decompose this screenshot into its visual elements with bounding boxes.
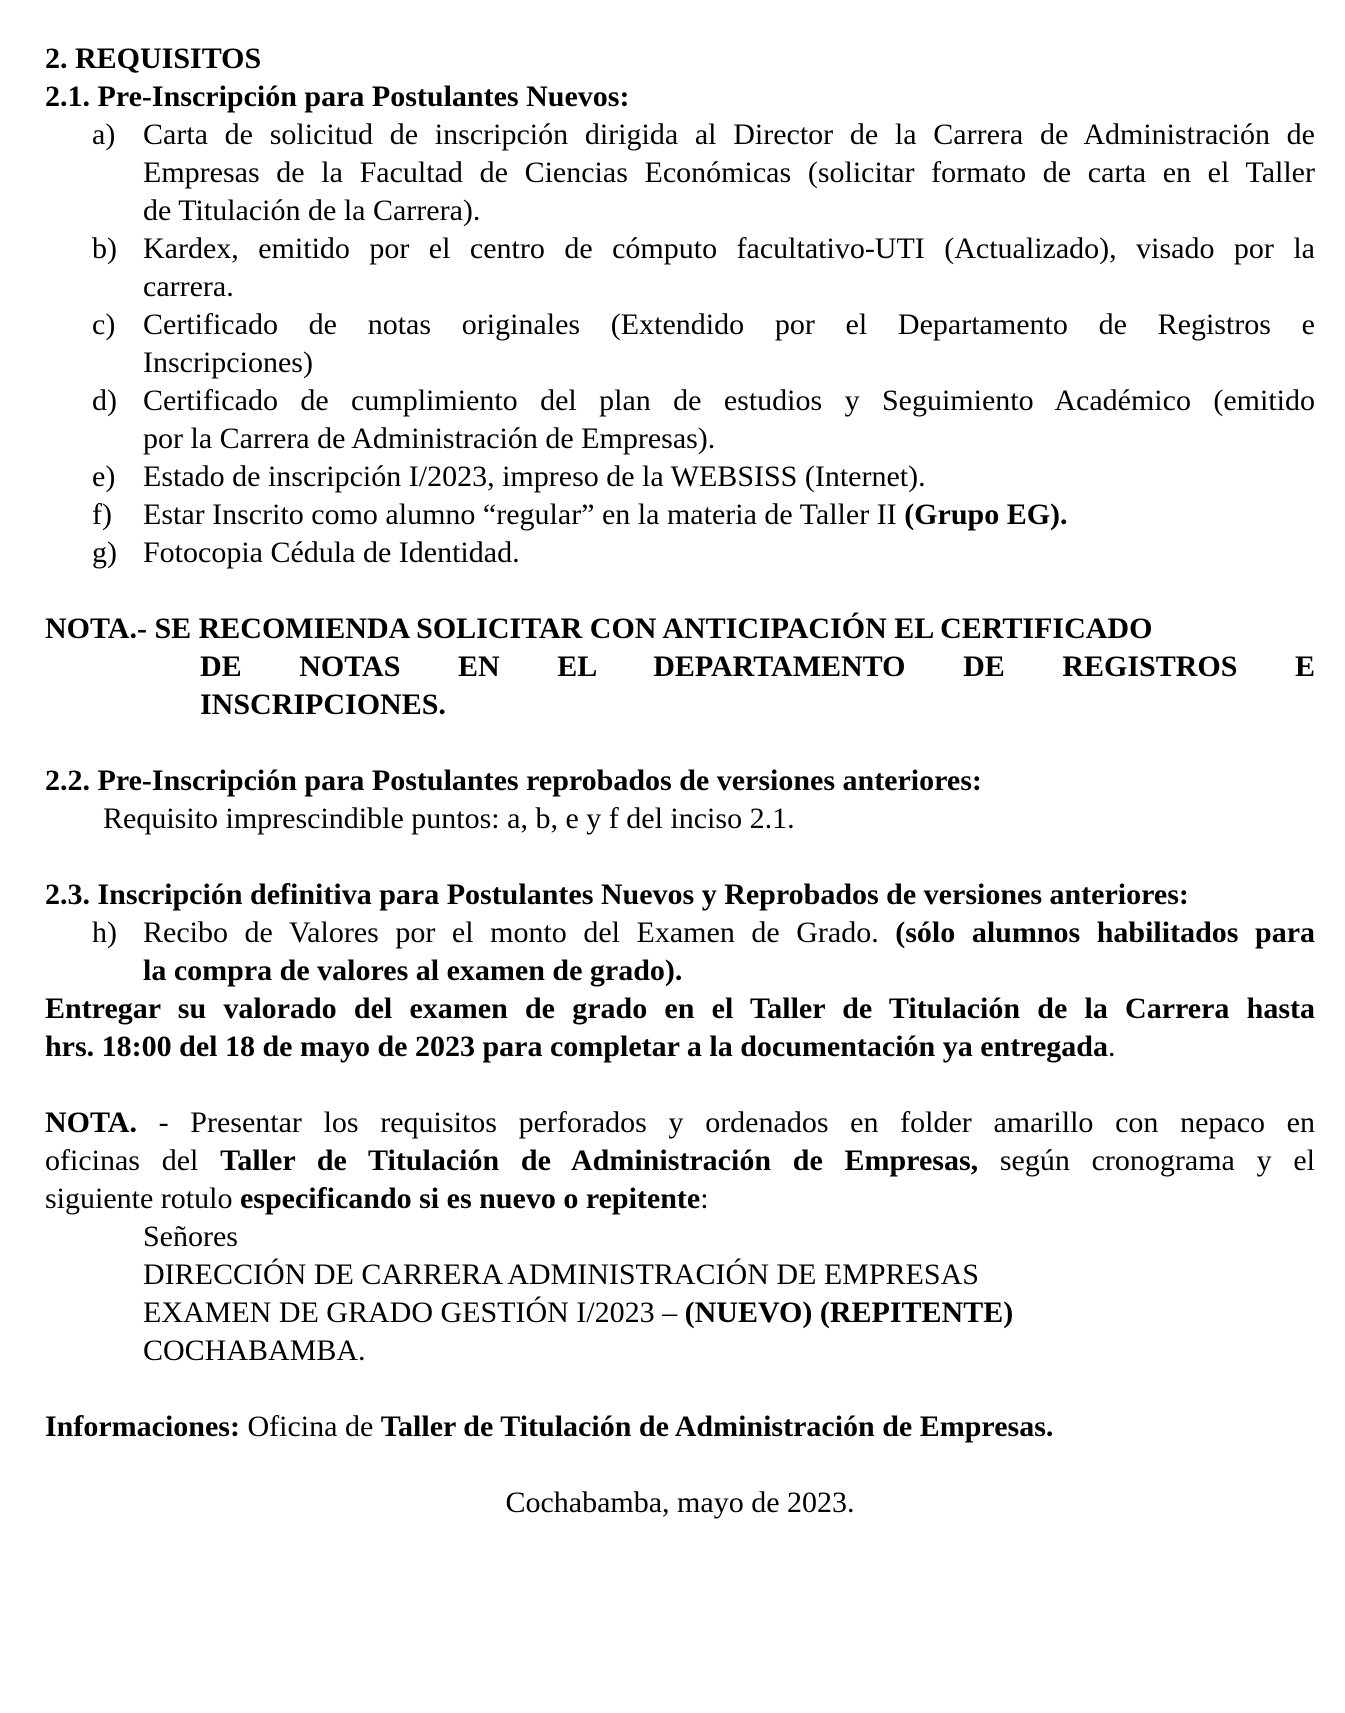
- item-line: Empresas de la Facultad de Ciencias Económicas (solicitar formato de carta en el Taller: [143, 156, 1315, 189]
- closing-date: Cochabamba, mayo de 2023.: [505, 1486, 855, 1519]
- item-label: b): [92, 232, 117, 265]
- spacer: [45, 572, 1315, 610]
- item-label: e): [92, 460, 116, 493]
- item-line: la compra de valores al examen de grado).: [143, 954, 683, 987]
- item-line: de Titulación de la Carrera).: [143, 194, 481, 227]
- item-line: por la Carrera de Administración de Empresas).: [143, 422, 716, 455]
- document-page: [45, 40, 1315, 1522]
- item-line: Fotocopia Cédula de Identidad.: [143, 536, 520, 569]
- list-item-f: [45, 496, 1315, 534]
- item-text-bold: (Grupo EG).: [904, 498, 1068, 531]
- nota-2-label: NOTA.: [45, 1106, 137, 1139]
- heading-2-1: 2.1. Pre-Inscripción para Postulantes Nuevos:: [45, 80, 630, 113]
- section-title: 2. REQUISITOS: [45, 42, 262, 75]
- nota-2-text: - Presentar los requisitos perforados y ordenados en folder amarillo con nepaco en: [136, 1106, 1315, 1139]
- item-line: [143, 914, 1315, 952]
- nota-1-line-3: INSCRIPCIONES.: [200, 688, 446, 721]
- nota-2-text: :: [700, 1182, 709, 1215]
- entregar-bold: hrs. 18:00 del 18 de mayo de 2023 para completar a la documentación ya entregada: [45, 1030, 1108, 1063]
- rotulo-line-4: COCHABAMBA.: [143, 1334, 366, 1367]
- item-line: Certificado de cumplimiento del plan de estudios y Seguimiento Académico (emitido: [143, 384, 1315, 417]
- item-label: h): [92, 916, 117, 949]
- entregar-line-2: [45, 1028, 1315, 1066]
- item-label: g): [92, 536, 117, 569]
- entregar-line-1: Entregar su valorado del examen de grado en el Taller de Titulación de la Carrera hasta: [45, 992, 1315, 1025]
- item-line: Kardex, emitido por el centro de cómputo facultativo-UTI (Actualizado), visado por la: [143, 232, 1315, 265]
- nota-2-text: según cronograma y el: [978, 1144, 1315, 1177]
- item-line: carrera.: [143, 270, 234, 303]
- nota-2-text: oficinas del: [45, 1144, 221, 1177]
- nota-2-bold: Taller de Titulación de Administración de Empresas,: [220, 1144, 979, 1177]
- item-text: Estar Inscrito como alumno “regular” en la materia de Taller II: [143, 498, 905, 531]
- heading-2-2: 2.2. Pre-Inscripción para Postulantes reprobados de versiones anteriores:: [45, 764, 982, 797]
- item-text-bold: (sólo alumnos habilitados para: [895, 916, 1316, 949]
- nota-2-text: siguiente rotulo: [45, 1182, 240, 1215]
- item-label: f): [92, 498, 112, 531]
- heading-2-3: 2.3. Inscripción definitiva para Postulantes Nuevos y Reprobados de versiones anteriores:: [45, 878, 1189, 911]
- list-item-h: [45, 914, 1315, 990]
- rotulo-line-2: DIRECCIÓN DE CARRERA ADMINISTRACIÓN DE EMPRESAS: [143, 1258, 979, 1291]
- rotulo-bold: (NUEVO) (REPITENTE): [684, 1296, 1014, 1329]
- list-item-a: [45, 116, 1315, 230]
- item-label: a): [92, 118, 116, 151]
- spacer: [45, 1066, 1315, 1104]
- item-line: Carta de solicitud de inscripción dirigida al Director de la Carrera de Administración de: [143, 118, 1315, 151]
- spacer: [45, 724, 1315, 762]
- item-label: c): [92, 308, 116, 341]
- info-bold: Taller de Titulación de Administración de Empresas.: [380, 1410, 1054, 1443]
- nota-2-bold: especificando si es nuevo o repitente: [239, 1182, 701, 1215]
- nota-2-line-2: [45, 1142, 1315, 1180]
- informaciones-line: [45, 1408, 1315, 1446]
- spacer: [45, 1446, 1315, 1484]
- list-item-c: [45, 306, 1315, 382]
- info-text: Oficina de: [239, 1410, 381, 1443]
- requisito-text: Requisito imprescindible puntos: a, b, e y f del inciso 2.1.: [103, 802, 795, 835]
- item-text: Recibo de Valores por el monto del Examen de Grado.: [143, 916, 896, 949]
- list-item-g: [45, 534, 1315, 572]
- list-item-d: [45, 382, 1315, 458]
- item-line: Estado de inscripción I/2023, impreso de la WEBSISS (Internet).: [143, 460, 926, 493]
- rotulo-line-1: Señores: [143, 1220, 238, 1253]
- rotulo-text: EXAMEN DE GRADO GESTIÓN I/2023 –: [143, 1296, 685, 1329]
- nota-1-line-1: NOTA.- SE RECOMIENDA SOLICITAR CON ANTICIPACIÓN EL CERTIFICADO: [45, 612, 1153, 645]
- item-line: [143, 496, 1315, 534]
- nota-2-line-1: [45, 1104, 1315, 1142]
- spacer: [45, 838, 1315, 876]
- info-label: Informaciones:: [45, 1410, 240, 1443]
- entregar-period: .: [1108, 1030, 1116, 1063]
- item-line: Inscripciones): [143, 346, 313, 379]
- nota-1-line-2: DE NOTAS EN EL DEPARTAMENTO DE REGISTROS E: [200, 650, 1315, 683]
- item-line: Certificado de notas originales (Extendido por el Departamento de Registros e: [143, 308, 1315, 341]
- list-item-e: [45, 458, 1315, 496]
- item-label: d): [92, 384, 117, 417]
- nota-2-line-3: [45, 1180, 1315, 1218]
- rotulo-line-3: [45, 1294, 1315, 1332]
- spacer: [45, 1370, 1315, 1408]
- list-item-b: [45, 230, 1315, 306]
